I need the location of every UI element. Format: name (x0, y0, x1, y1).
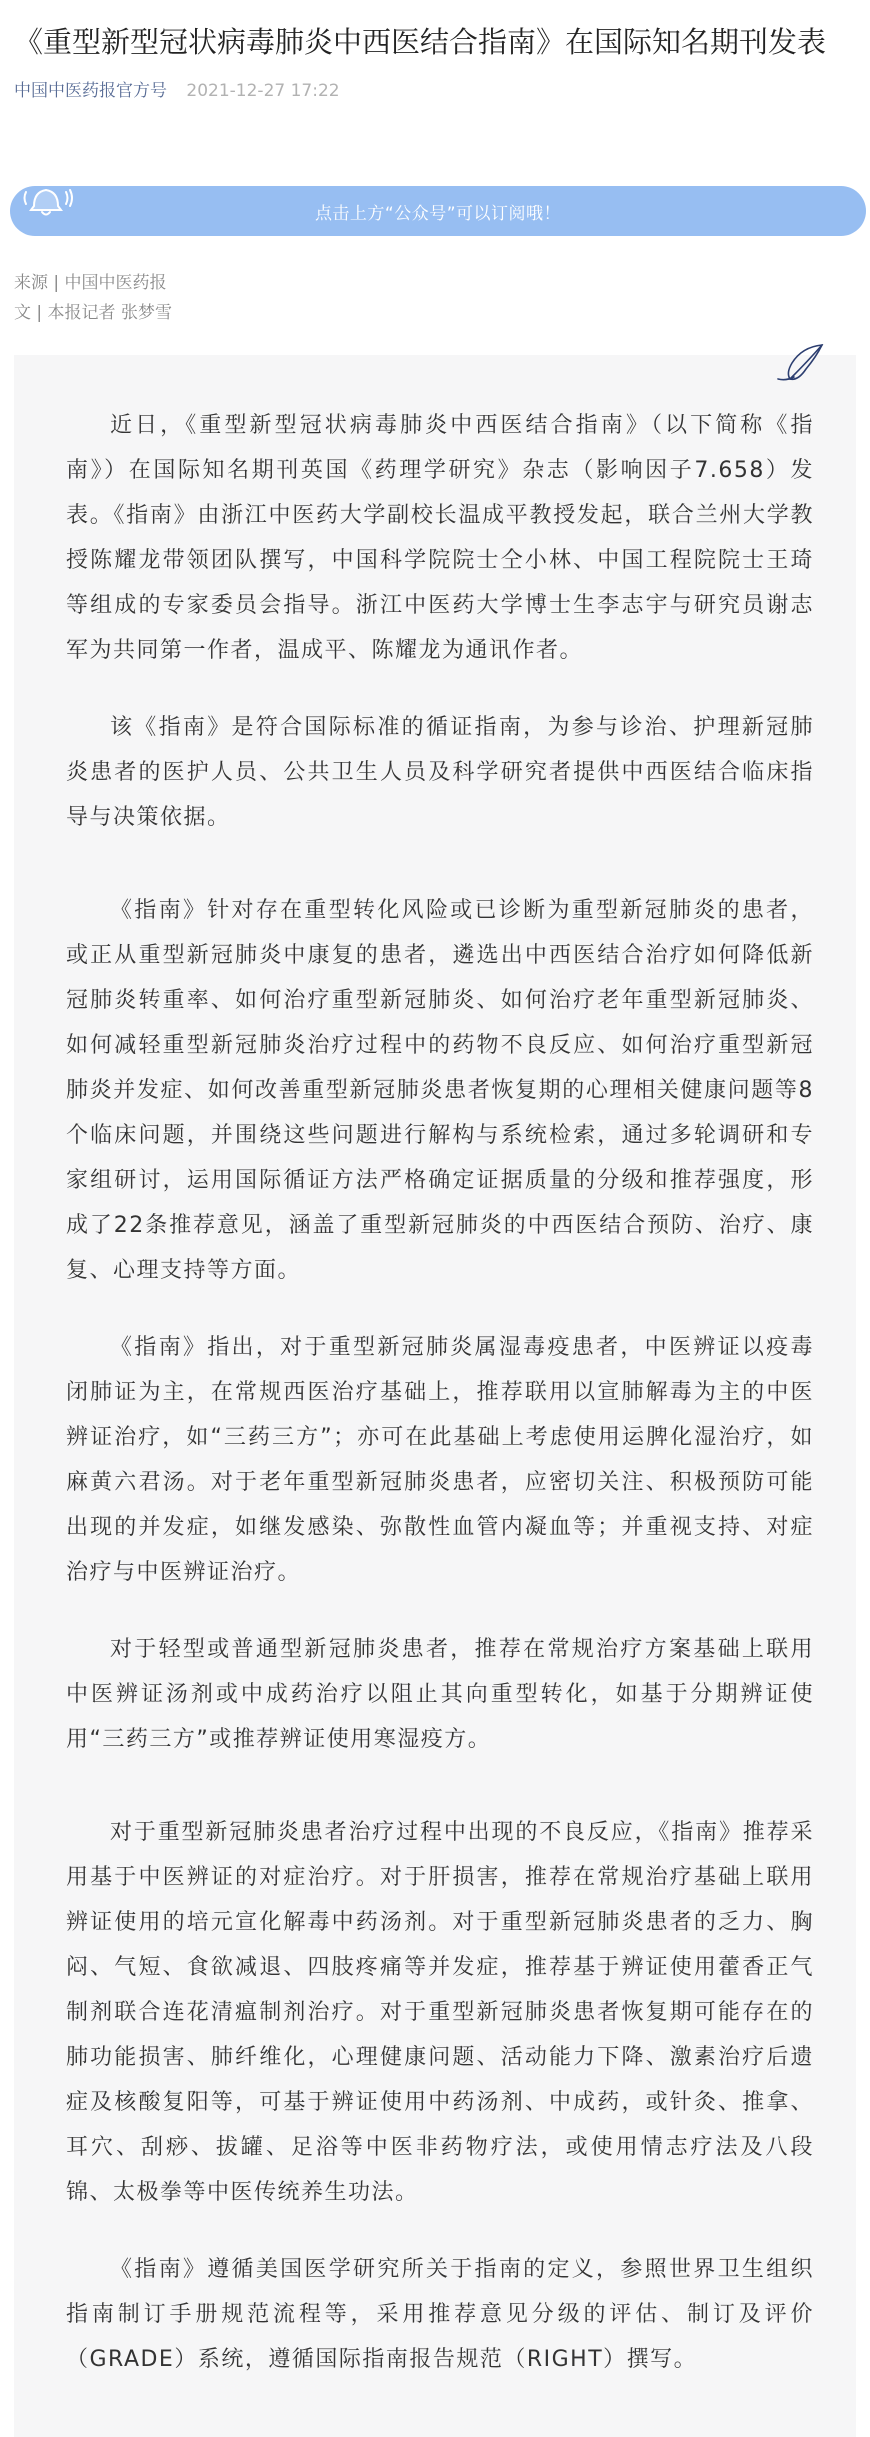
follow-prompt-text: 点击上方“公众号”可以订阅哦！ (314, 204, 562, 224)
author-line: 文 | 本报记者 张梦雪 (14, 303, 172, 323)
paragraph-6: 对于重型新冠肺炎患者治疗过程中出现的不良反应，《指南》推荐采用基于中医辨证的对症治疗。对于肝损害，推荐在常规治疗基础上联用辨证使用的培元宣化解毒中药汤剂。对于重型新冠肺炎患者的乏力、胸闷、气短、食欲减退、四肢疼痛等并发症，推荐基于辨证使用藿香正气制剂联合连花清瘟制剂治疗。对于重型新冠肺炎患者恢复期可能存在的肺功能损害、肺纤维化，心理健康问题、活动能力下降、激素治疗后遗症及核酸复阳等，可基于辨证使用中药汤剂、中成药，或针灸、推拿、耳穴、刮痧、拔罐、足浴等中医非药物疗法，或使用情志疗法及八段锦、太极拳等中医传统养生功法。 (66, 1820, 814, 2205)
byline (14, 268, 172, 328)
follow-banner[interactable] (10, 186, 866, 236)
paragraph-3: 《指南》针对存在重型转化风险或已诊断为重型新冠肺炎的患者，或正从重型新冠肺炎中康复的患者，遴选出中西医结合治疗如何降低新冠肺炎转重率、如何治疗重型新冠肺炎、如何治疗老年重型新冠肺炎、如何减轻重型新冠肺炎治疗过程中的药物不良反应、如何治疗重型新冠肺炎并发症、如何改善重型新冠肺炎患者恢复期的心理相关健康问题等8个临床问题，并围绕这些问题进行解构与系统检索，通过多轮调研和专家组研讨，运用国际循证方法严格确定证据质量的分级和推荐强度，形成了22条推荐意见，涵盖了重型新冠肺炎的中西医结合预防、治疗、康复、心理支持等方面。 (66, 898, 814, 1283)
publish-date: 2021-12-27 17:22 (186, 81, 340, 101)
paragraph-5: 对于轻型或普通型新冠肺炎患者，推荐在常规治疗方案基础上联用中医辨证汤剂或中成药治疗以阻止其向重型转化，如基于分期辨证使用“三药三方”或推荐辨证使用寒湿疫方。 (66, 1637, 814, 1752)
paragraph-4: 《指南》指出，对于重型新冠肺炎属湿毒疫患者，中医辨证以疫毒闭肺证为主，在常规西医治疗基础上，推荐联用以宣肺解毒为主的中医辨证治疗，如“三药三方”；亦可在此基础上考虑使用运脾化湿治疗，如麻黄六君汤。对于老年重型新冠肺炎患者，应密切关注、积极预防可能出现的并发症，如继发感染、弥散性血管内凝血等；并重视支持、对症治疗与中医辨证治疗。 (66, 1335, 814, 1585)
article-title: 《重型新型冠状病毒肺炎中西医结合指南》在国际知名期刊发表 (14, 25, 827, 59)
account-name-link[interactable]: 中国中医药报官方号 (14, 81, 167, 101)
article-meta (14, 78, 340, 104)
paragraph-1: 近日，《重型新型冠状病毒肺炎中西医结合指南》（以下简称《指南》）在国际知名期刊英国《药理学研究》杂志（影响因子7.658）发表。《指南》由浙江中医药大学副校长温成平教授发起，联合兰州大学教授陈耀龙带领团队撰写，中国科学院院士仝小林、中国工程院院士王琦等组成的专家委员会指导。浙江中医药大学博士生李志宇与研究员谢志军为共同第一作者，温成平、陈耀龙为通讯作者。 (66, 413, 814, 663)
paragraph-7: 《指南》遵循美国医学研究所关于指南的定义，参照世界卫生组织指南制订手册规范流程等，采用推荐意见分级的评估、制订及评价（GRADE）系统，遵循国际指南报告规范（RIGHT）撰写。 (66, 2257, 814, 2372)
quill-decoration-icon (772, 339, 828, 387)
paragraph-2: 该《指南》是符合国际标准的循证指南，为参与诊治、护理新冠肺炎患者的医护人员、公共卫生人员及科学研究者提供中西医结合临床指导与决策依据。 (66, 715, 814, 830)
article-body (14, 355, 856, 2437)
source-line: 来源 | 中国中医药报 (14, 273, 167, 293)
